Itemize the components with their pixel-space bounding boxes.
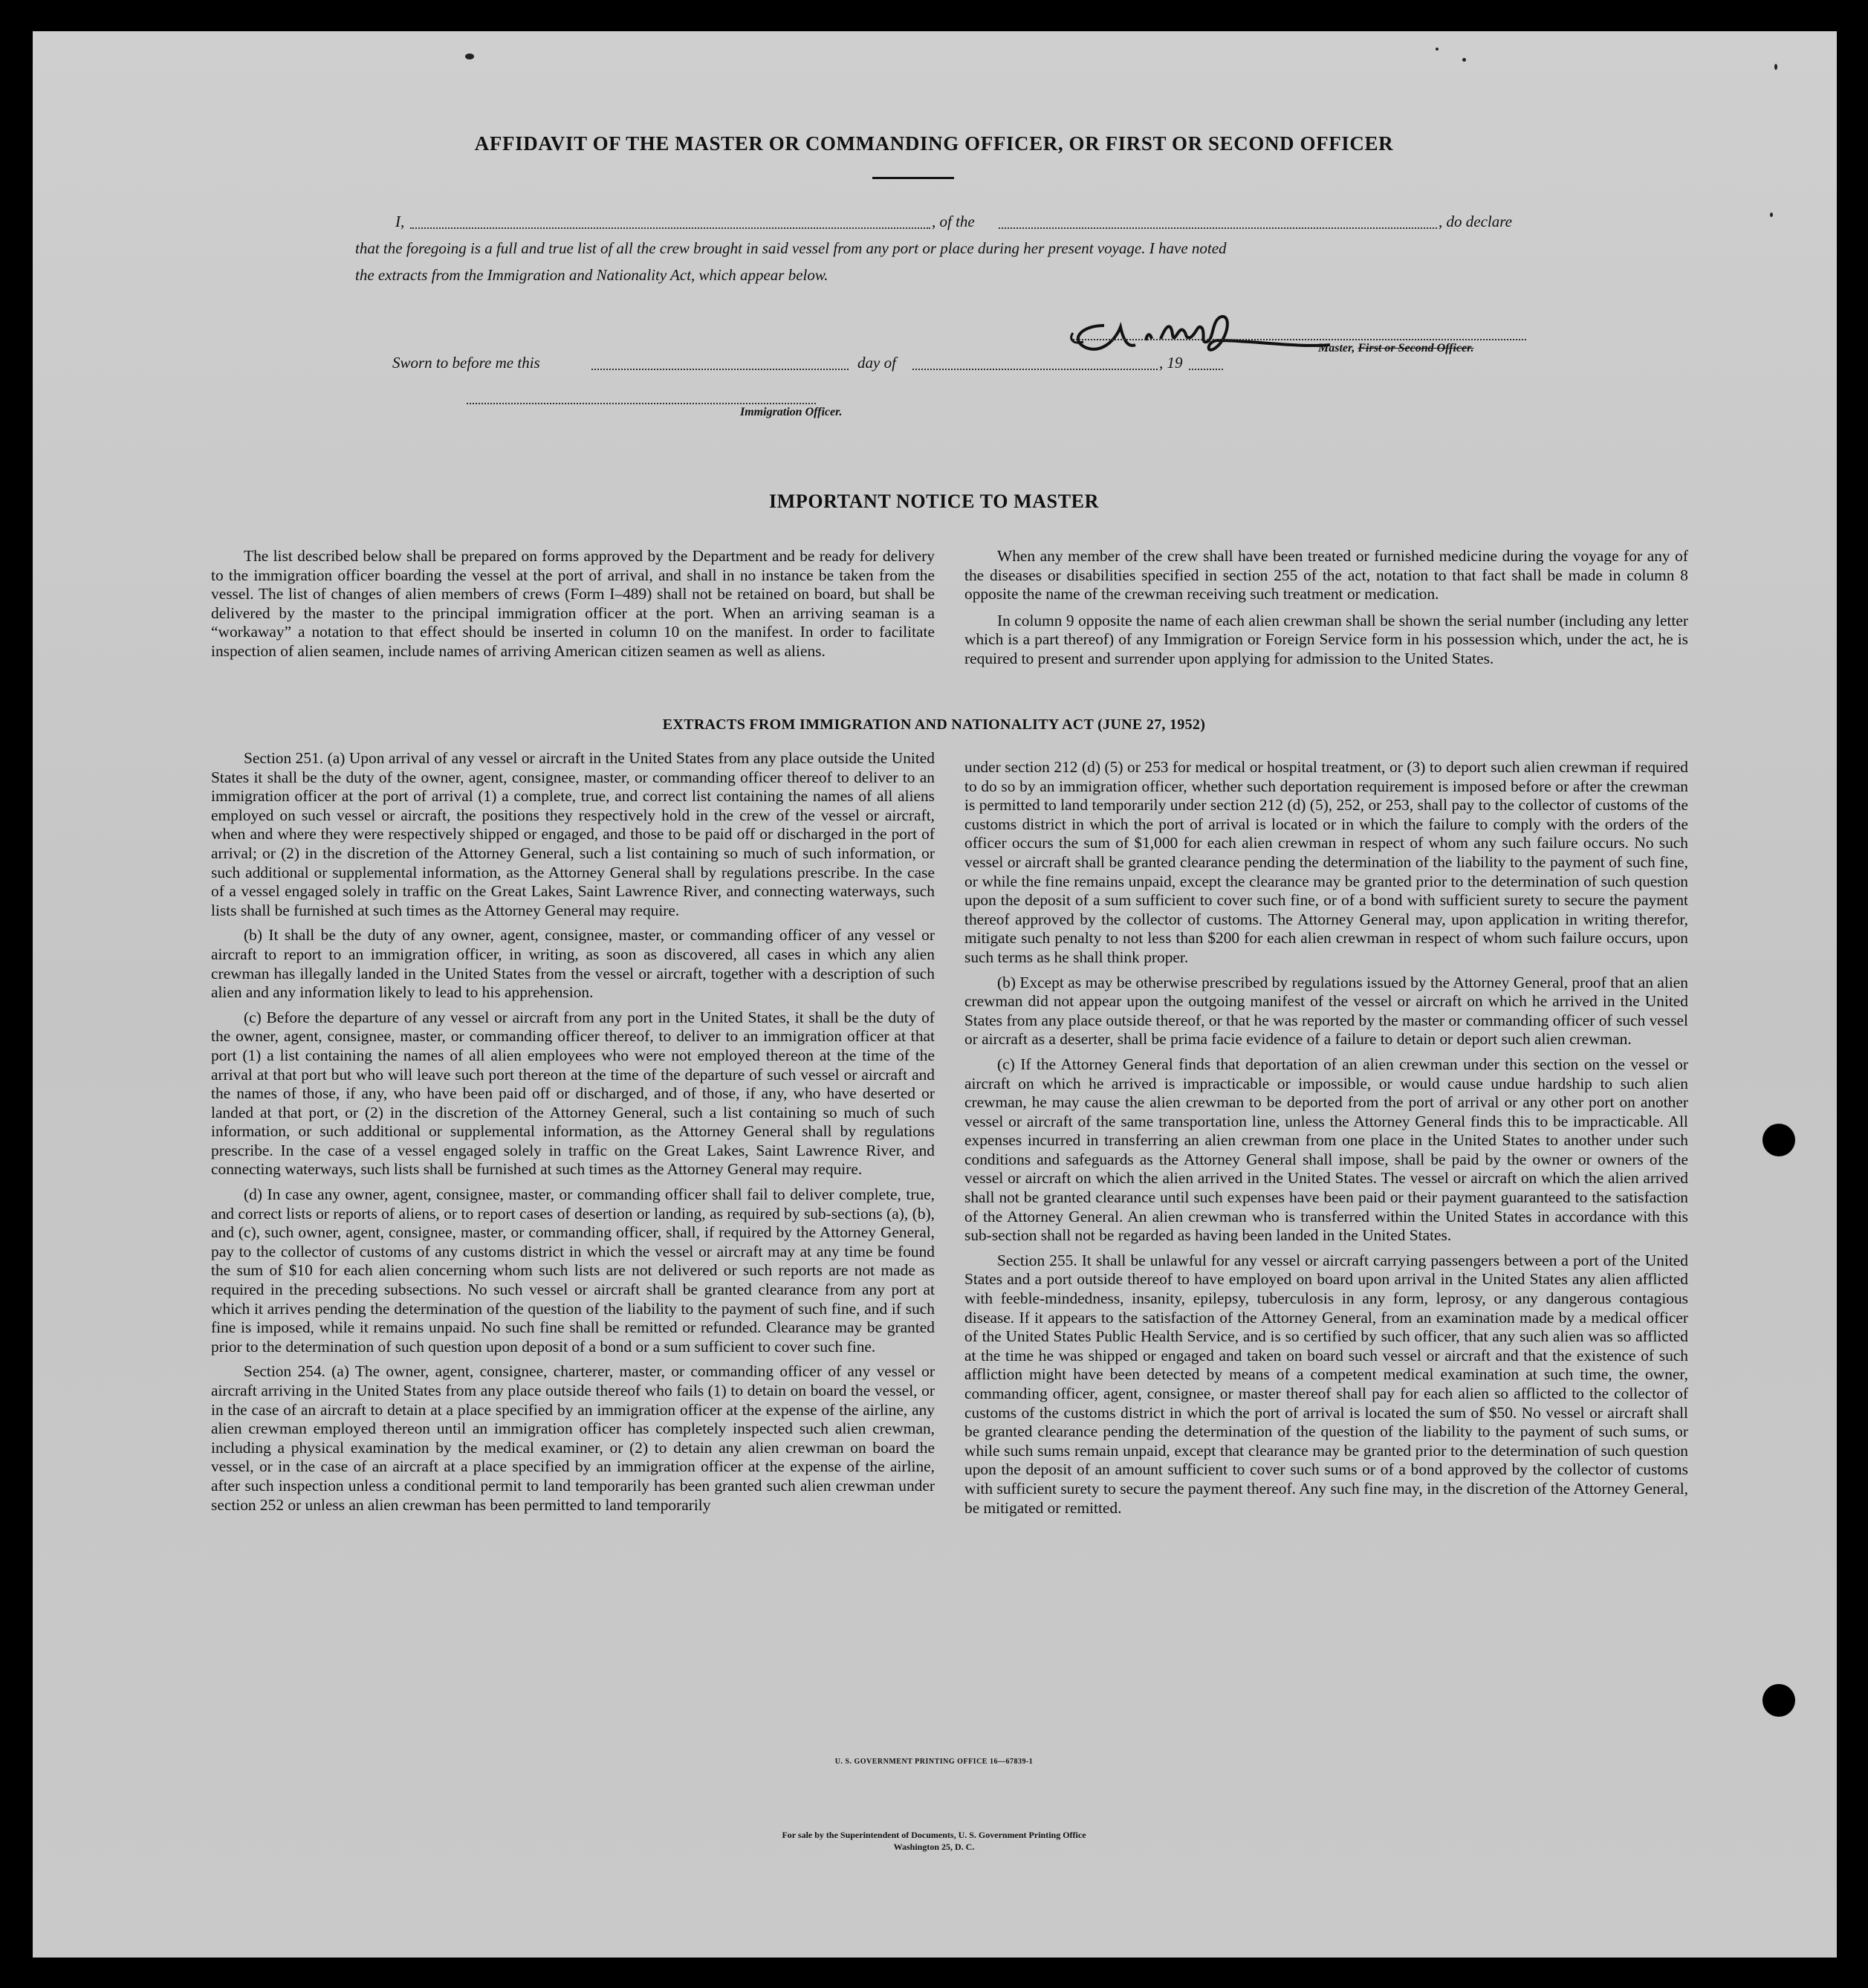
declarant-name-field[interactable]	[410, 227, 930, 229]
immigration-officer-label: Immigration Officer.	[740, 406, 843, 418]
notice-right-paragraph-1: When any member of the crew shall have been treated or furnished medicine during the voyage for any of the diseases or disabilities specified in section 255 of the act, notation to that fact shall be made in column 8 opposite the name of the crewman receiving such treatment or medication.	[964, 547, 1688, 603]
do-declare-label: , do declare	[1439, 213, 1512, 230]
speck	[465, 54, 474, 59]
sworn-line	[392, 354, 1284, 376]
speck	[1774, 64, 1777, 70]
section-251d: (d) In case any owner, agent, consignee, master, or commanding officer shall fail to deliver complete, true, and correct lists or reports of aliens, or to report cases of desertion or landing, as required by sub-sections (a), (b), and (c), such owner, agent, consignee, master, or commanding officer, shall, if required by the Attorney General, pay to the collector of customs of any customs district in which the vessel or aircraft may at any time be found the sum of $10 for each alien concerning whom such lists are not delivered or such reports are not made as required in the preceding subsections. No such vessel or aircraft shall be granted clearance from any port at which it arrives pending the determination of the question of the liability to the payment of such fine, and if such fine is imposed, while it remains unpaid. No such fine shall be remitted or refunded. Clearance may be granted prior to the determination of such question upon deposit of a bond or a sum sufficient to cover such fine.	[211, 1185, 935, 1356]
sworn-year-field[interactable]	[1189, 369, 1223, 370]
master-label: Master,	[1318, 342, 1355, 354]
speck	[1462, 58, 1466, 62]
vessel-name-field[interactable]	[999, 227, 1437, 229]
extracts-title: EXTRACTS FROM IMMIGRATION AND NATIONALITY ACT (JUNE 27, 1952)	[662, 716, 1206, 733]
declaration-text-2: the extracts from the Immigration and Nationality Act, which appear below.	[355, 266, 828, 284]
sworn-month-field[interactable]	[912, 369, 1158, 370]
gpo-imprint: U. S. GOVERNMENT PRINTING OFFICE 16—67839-1	[834, 1758, 1034, 1766]
sale-notice-line-1: For sale by the Superintendent of Documents, U. S. Government Printing Office	[782, 1830, 1086, 1840]
struck-officer-label: First or Second Officer.	[1358, 342, 1474, 354]
section-255: Section 255. It shall be unlawful for any vessel or aircraft carrying passengers between a port of the United States and a port outside thereof to have employed on board upon arrival in the United States any alien afflicted with feeble-mindedness, insanity, epilepsy, tuberculosis in any form, leprosy, or any dangerous contagious disease. If it appears to the satisfaction of the Attorney General, from an examination made by a medical officer of the United States Public Health Service, and is so certified by such officer, that any such alien was so afflicted at the time he was shipped or engaged and taken on board such vessel or aircraft and that the existence of such affliction might have been detected by means of a competent medical examination at such time, the owner, commanding officer, agent, consignee, or master thereof shall pay for each alien so afflicted to the collector of customs of the customs district in which the port of arrival is located the sum of $50. No vessel or aircraft shall be granted clearance pending the determination of the question of the liability to the payment of such sums, or while such sums remain unpaid, except that clearance may be granted prior to the determination of such question upon the deposit of an amount sufficient to cover such sums or of a bond approved by the collector of customs with sufficient surety to secure the payment thereof. Any such fine may, in the discretion of the Attorney General, be mitigated or remitted.	[964, 1251, 1688, 1517]
sale-notice-line-2: Washington 25, D. C.	[893, 1842, 975, 1852]
year-label: , 19	[1159, 354, 1183, 372]
notice-right-column	[964, 547, 1688, 675]
notice-left-paragraph: The list described below shall be prepared on forms approved by the Department and be ready for delivery to the immigration officer boarding the vessel at the port of arrival, and shall in no instance be taken from the vessel. The list of changes of alien members of crews (Form I–489) shall not be retained on board, but shall be delivered by the master to the principal immigration officer at the port. When an arriving seaman is a “workaway” a notation to that effect should be inserted in column 10 on the manifest. In order to facilitate inspection of alien seamen, include names of arriving American citizen seamen as well as aliens.	[211, 547, 935, 660]
section-251a: Section 251. (a) Upon arrival of any vessel or aircraft in the United States from any place outside the United States it shall be the duty of the owner, agent, consignee, master, or commanding officer thereof to deliver to an immigration officer at the port of arrival (1) a complete, true, and correct list containing the names of all aliens employed on such vessel or aircraft, the positions they respectively hold in the crew of the vessel or aircraft, when and where they were respectively shipped or engaged, and those to be paid off or discharged in the port of arrival; or (2) in the discretion of the Attorney General, such a list containing so much of such information, or such additional or supplemental information, as the Attorney General shall by regulations prescribe. In the case of a vessel engaged solely in traffic on the Great Lakes, Saint Lawrence River, and connecting waterways, such lists shall be furnished at such times as the Attorney General may require.	[211, 749, 935, 919]
signature-line	[1073, 339, 1526, 340]
sworn-label: Sworn to before me this	[392, 354, 540, 372]
section-251c: (c) Before the departure of any vessel or aircraft from any port in the United States, it shall be the duty of the owner, agent, consignee, master, or commanding officer thereof, to deliver to an immigration officer at that port (1) a list containing the names of all alien employees who were not employed thereon at the time of the arrival at that port but who will leave such port thereon at the time of the departure of such vessel or aircraft and the names of those, if any, who have been paid off or discharged, and of those, if any, who have deserted or landed at that port, or (2) in the discretion of the Attorney General, such a list containing so much of such information, or such additional or supplemental information, as the Attorney General shall by regulations prescribe. In the case of a vessel engaged solely in traffic on the Great Lakes, Saint Lawrence River, and connecting waterways, such lists shall be furnished at such times as the Attorney General may require.	[211, 1008, 935, 1179]
declaration-line	[395, 213, 1540, 235]
sworn-day-field[interactable]	[591, 369, 849, 370]
officer-signature-line	[467, 403, 816, 404]
section-254a: Section 254. (a) The owner, agent, consignee, charterer, master, or commanding officer of any vessel or aircraft arriving in the United States from any place outside thereof who fails (1) to detain on board the vessel, or in the case of an aircraft to detain at a place specified by an immigration officer at the expense of the airline, any alien crewman employed thereon until an immigration officer has completely inspected such alien crewman, including a physical examination by the medical examiner, or (2) to detain any alien crewman on board the vessel, or in the case of an aircraft at a place specified by an immigration officer at the expense of the airline, after such inspection unless a conditional permit to land temporarily has been granted such alien crewman under section 252 or unless an alien crewman has been permitted to land temporarily	[211, 1362, 935, 1514]
of-the-label: , of the	[932, 213, 975, 230]
punch-hole-top	[1762, 1124, 1795, 1156]
title-rule	[872, 177, 954, 179]
section-251b: (b) It shall be the duty of any owner, agent, consignee, master, or commanding officer of any vessel or aircraft to report to an immigration officer, in writing, as soon as discovered, all cases in which any alien crewman has illegally landed in the United States from the vessel or aircraft, together with a description of such alien and any information likely to lead to his apprehension.	[211, 926, 935, 1002]
speck	[1770, 213, 1773, 217]
notice-title: IMPORTANT NOTICE TO MASTER	[768, 490, 1099, 512]
notice-right-paragraph-2: In column 9 opposite the name of each alien crewman shall be shown the serial number (including any letter which is a part thereof) of any Immigration or Foreign Service form in his possession which, under the act, he is required to present and surrender upon applying for admission to the United States.	[964, 611, 1688, 667]
document-page	[33, 31, 1837, 1958]
affidavit-title: AFFIDAVIT OF THE MASTER OR COMMANDING OFFICER, OR FIRST OR SECOND OFFICER	[474, 132, 1394, 155]
day-of-label: day of	[857, 354, 896, 372]
master-title	[1318, 342, 1474, 355]
speck	[1436, 48, 1439, 51]
declarant-i: I,	[395, 213, 405, 230]
declaration-text-1: that the foregoing is a full and true list of all the crew brought in said vessel from any port or place during her present voyage. I have noted	[355, 239, 1227, 257]
punch-hole-bottom	[1762, 1684, 1795, 1717]
section-254b: (b) Except as may be otherwise prescribed by regulations issued by the Attorney General, proof that an alien crewman did not appear upon the outgoing manifest of the vessel or aircraft on which he arrived in the United States from any place outside thereof, or that he was reported by the master or commanding officer of such vessel or aircraft as a deserter, shall be prima facie evidence of a failure to detain or deport such alien crewman.	[964, 973, 1688, 1049]
extracts-right-column	[964, 758, 1688, 1524]
extracts-left-column	[211, 749, 935, 1521]
section-254a-continued: under section 212 (d) (5) or 253 for medical or hospital treatment, or (3) to deport such alien crewman if required to do so by an immigration officer, whether such deportation requirement is imposed before or after the crewman is permitted to land temporarily under section 212 (d) (5), 252, or 253, shall pay to the collector of customs of the customs district in which the port of arrival is located or in which the failure to comply with the orders of the officer occurs the sum of $1,000 for each alien crewman in respect of whom any such failure occurs. No such vessel or aircraft shall be granted clearance pending the determination of the liability to the payment of such fine, or while the fine remains unpaid, except the clearance may be granted prior to the determination of such question upon the deposit of a sum sufficient to cover such fine, or of a bond with sufficient surety to secure the payment thereof approved by the collector of customs. The Attorney General may, upon application in writing therefor, mitigate such penalty to not less than $200 for each alien crewman in respect of whom such failure occurs, upon such terms as he shall think proper.	[964, 758, 1688, 966]
section-254c: (c) If the Attorney General finds that deportation of an alien crewman under this section on the vessel or aircraft on which he arrived is impracticable or impossible, or would cause undue hardship to such alien crewman, he may cause the alien crewman to be deported from the port of arrival or any other port on another vessel or aircraft of the same transportation line, unless the Attorney General finds this to be impracticable. All expenses incurred in transferring an alien crewman from one place in the United States to another under such conditions and safeguards as the Attorney General shall impose, shall be paid by the owner or owners of the vessel or aircraft on which the alien arrived in the United States. The vessel or aircraft on which the alien arrived shall not be granted clearance until such expenses have been paid or their payment guaranteed to the satisfaction of the Attorney General. An alien crewman who is transferred within the United States in accordance with this sub-section shall not be regarded as having been landed in the United States.	[964, 1055, 1688, 1245]
notice-left-column	[211, 547, 935, 667]
